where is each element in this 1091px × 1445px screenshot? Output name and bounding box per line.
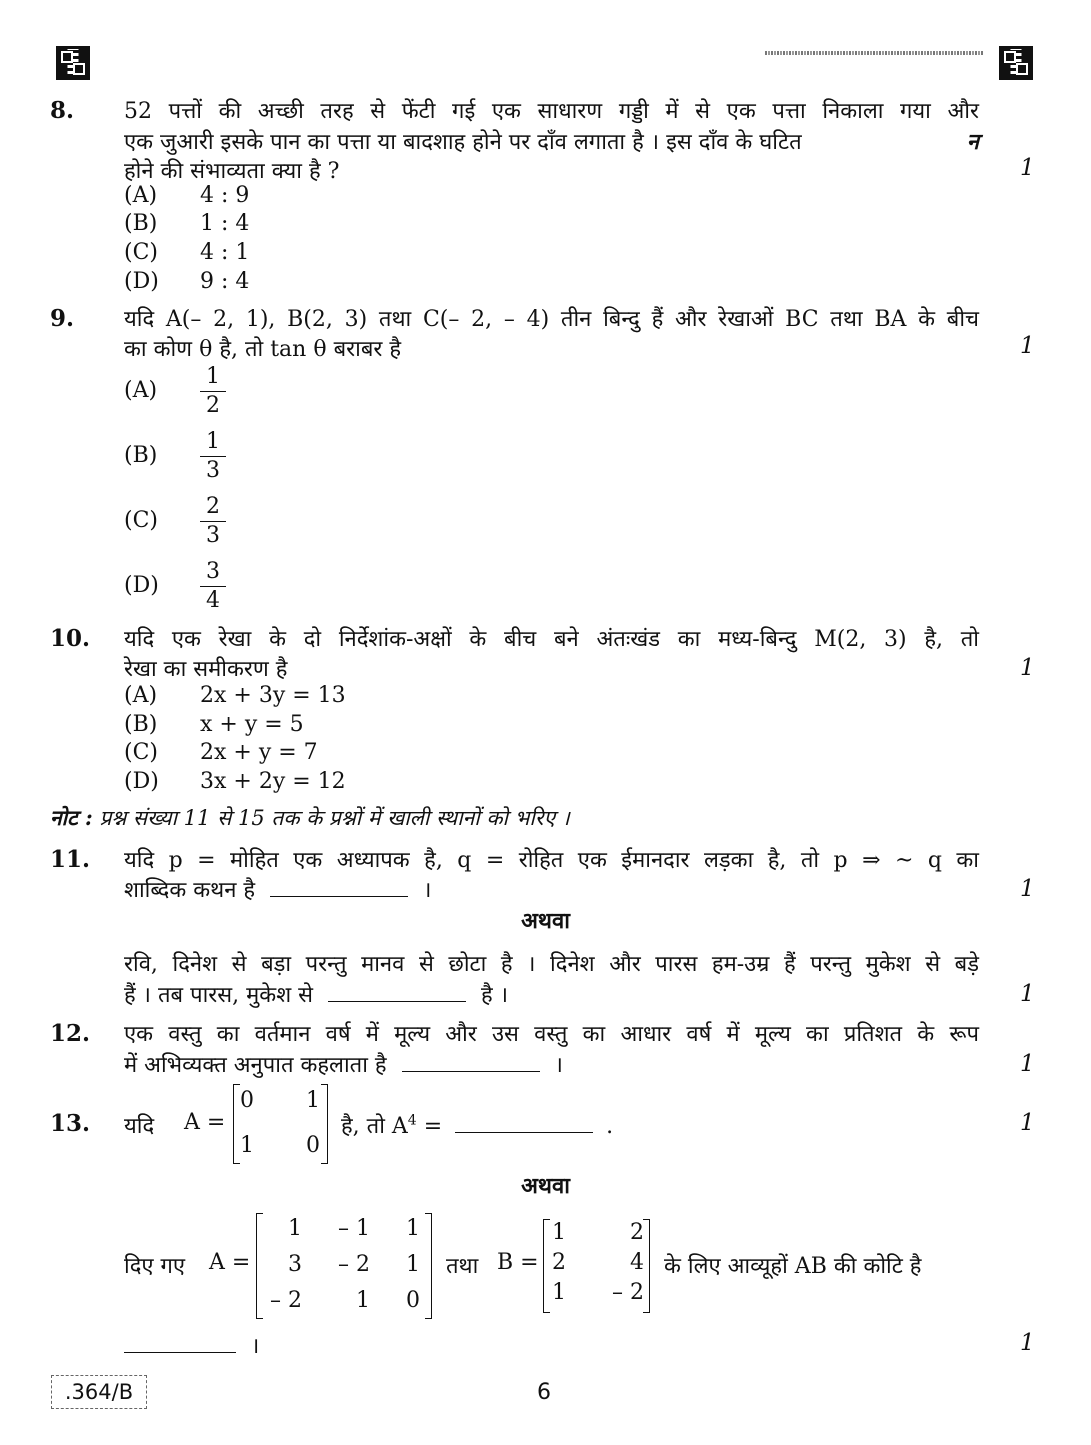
- marks: 1: [1020, 1330, 1035, 1356]
- matrix-cell: 0: [306, 1133, 320, 1158]
- question-text: रेखा का समीकरण है: [124, 657, 288, 682]
- question-text-line: [124, 126, 979, 156]
- question-number: 11.: [50, 846, 91, 873]
- question-text-line: [341, 1110, 613, 1140]
- question-text-end: है ।: [481, 983, 509, 1008]
- matrix-cell: 1: [306, 1088, 320, 1113]
- note: [50, 804, 570, 832]
- question-text-end: ।: [423, 878, 432, 903]
- question-text: तथा: [446, 1254, 479, 1279]
- answer-blank: [328, 1000, 466, 1002]
- answer-blank: [402, 1070, 540, 1072]
- matrix-cell: 0: [240, 1088, 254, 1113]
- option-value: 4 : 1: [200, 240, 250, 265]
- question-text: यदि p = मोहित एक अध्यापक है, q = रोहित एक ईमानदार लड़का है, तो p ⇒ ~ q का: [124, 848, 979, 873]
- matrix-cell: 1: [406, 1216, 420, 1241]
- matrix-cell: 1: [552, 1220, 566, 1245]
- page-number: 6: [537, 1380, 551, 1405]
- fraction-numerator: 3: [200, 558, 226, 587]
- question-text: हैं । तब पारस, मुकेश से: [124, 983, 314, 1008]
- question-number: 13.: [50, 1110, 91, 1137]
- fraction-denominator: 4: [206, 588, 220, 613]
- question-text: दिए गए: [124, 1254, 186, 1279]
- answer-blank: [124, 1351, 236, 1353]
- question-number: 12.: [50, 1020, 91, 1047]
- note-text: प्रश्न संख्या 11 से 15 तक के प्रश्नों में खाली स्थानों को भरिए ।: [99, 806, 570, 830]
- power: 4: [407, 1112, 417, 1129]
- option-label: (A): [124, 183, 158, 208]
- question-text-line: [124, 874, 431, 904]
- question-text: एक वस्तु का वर्तमान वर्ष में मूल्य और उस वस्तु का आधार वर्ष में मूल्य का प्रतिशत के रूप: [124, 1022, 979, 1047]
- fraction-numerator: 1: [200, 428, 226, 457]
- option-value: 2x + 3y = 13: [200, 683, 346, 708]
- option-label: (A): [124, 378, 158, 403]
- option-value: x + y = 5: [200, 712, 304, 737]
- matrix-cell: 1: [552, 1280, 566, 1305]
- matrix-cell: 3: [288, 1252, 302, 1277]
- answer-blank: [270, 895, 408, 897]
- marks: 1: [1020, 655, 1035, 681]
- marks: 1: [1020, 155, 1035, 181]
- matrix-right-bracket: [643, 1219, 650, 1313]
- matrix-cell: 2: [552, 1250, 566, 1275]
- fraction-denominator: 2: [206, 393, 220, 418]
- qr-code-right-icon: [999, 46, 1033, 80]
- question-text: है, तो A: [341, 1114, 408, 1139]
- question-text-end: .: [606, 1114, 614, 1139]
- matrix-cell: – 2: [612, 1280, 644, 1305]
- matrix-b: [552, 1218, 644, 1308]
- question-text: 52 पत्तों की अच्छी तरह से फेंटी गई एक साधारण गड्डी में से एक पत्ता निकाला गया और: [124, 99, 979, 124]
- option-label: (D): [124, 269, 159, 294]
- answer-blank: [455, 1131, 593, 1133]
- matrix-cell: – 2: [270, 1288, 302, 1313]
- option-value: 2x + y = 7: [200, 740, 318, 765]
- header-code-strip: [765, 51, 983, 55]
- question-number: 10.: [50, 625, 91, 652]
- matrix-left-bracket: [543, 1219, 550, 1313]
- matrix-cell: 1: [240, 1133, 254, 1158]
- option-fraction: [200, 363, 226, 420]
- paper-code: .364/B: [51, 1375, 147, 1409]
- option-value: 1 : 4: [200, 211, 250, 236]
- option-fraction: [200, 428, 226, 485]
- marks: 1: [1020, 981, 1035, 1007]
- matrix-cell: – 2: [338, 1252, 370, 1277]
- marks: 1: [1020, 1110, 1035, 1136]
- question-text: शाब्दिक कथन है: [124, 878, 256, 903]
- option-label: (D): [124, 573, 159, 598]
- matrix-cell: 4: [630, 1250, 644, 1275]
- option-label: (C): [124, 740, 158, 765]
- fraction-denominator: 3: [206, 458, 220, 483]
- question-text: होने की संभाव्यता क्या है ?: [124, 159, 340, 184]
- equals: =: [416, 1114, 443, 1139]
- question-number: 8.: [50, 97, 75, 124]
- matrix-label: B =: [497, 1250, 539, 1275]
- or-heading: अथवा: [521, 908, 570, 934]
- question-text: एक जुआरी इसके पान का पत्ता या बादशाह होने पर दाँव लगाता है । इस दाँव के घटित: [124, 130, 802, 155]
- matrix-label: A =: [209, 1250, 251, 1275]
- option-label: (B): [124, 443, 158, 468]
- matrix-a-3x3: [262, 1212, 420, 1317]
- option-fraction: [200, 558, 226, 615]
- matrix-label: A =: [184, 1110, 226, 1135]
- question-text: यदि एक रेखा के दो निर्देशांक-अक्षों के बीच बने अंतःखंड का मध्य-बिन्दु M(2, 3) है, तो: [124, 627, 979, 652]
- option-label: (D): [124, 769, 159, 794]
- option-value: 9 : 4: [200, 269, 250, 294]
- question-text: यदि A(– 2, 1), B(2, 3) तथा C(– 2, – 4) तीन बिन्दु हैं और रेखाओं BC तथा BA के बीच: [124, 307, 979, 332]
- matrix-cell: 1: [356, 1288, 370, 1313]
- matrix-cell: 1: [406, 1252, 420, 1277]
- option-value: 3x + 2y = 12: [200, 769, 346, 794]
- option-value: 4 : 9: [200, 183, 250, 208]
- question-text: यदि: [124, 1114, 155, 1139]
- question-text: का कोण θ है, तो tan θ बराबर है: [124, 337, 402, 362]
- matrix-left-bracket: [233, 1084, 240, 1164]
- or-heading: अथवा: [521, 1173, 570, 1199]
- matrix-cell: 0: [406, 1288, 420, 1313]
- matrix-cell: 2: [630, 1220, 644, 1245]
- question-text: में अभिव्यक्त अनुपात कहलाता है: [124, 1053, 387, 1078]
- qr-code-left-icon: [56, 46, 90, 80]
- fraction-numerator: 1: [200, 363, 226, 392]
- question-text-line: [124, 1330, 259, 1360]
- question-text: रवि, दिनेश से बड़ा परन्तु मानव से छोटा है । दिनेश और पारस हम-उम्र हैं परन्तु मुकेश से बड़े: [124, 952, 979, 977]
- matrix-right-bracket: [425, 1213, 432, 1319]
- option-fraction: [200, 493, 226, 550]
- matrix-right-bracket: [321, 1084, 328, 1164]
- matrix-cell: – 1: [338, 1216, 370, 1241]
- question-text-end: ।: [251, 1334, 260, 1359]
- note-prefix: नोट :: [50, 805, 93, 830]
- marks: 1: [1020, 876, 1035, 902]
- option-label: (B): [124, 712, 158, 737]
- fraction-numerator: 2: [200, 493, 226, 522]
- option-label: (C): [124, 240, 158, 265]
- option-label: (C): [124, 508, 158, 533]
- matrix-a: [240, 1084, 320, 1162]
- question-number: 9.: [50, 305, 75, 332]
- question-text-line: [124, 979, 508, 1009]
- question-emphasis: न: [966, 129, 979, 155]
- question-text-line: [124, 1049, 563, 1079]
- matrix-cell: 1: [288, 1216, 302, 1241]
- marks: 1: [1020, 1051, 1035, 1077]
- question-text: के लिए आव्यूहों AB की कोटि है: [664, 1254, 922, 1279]
- question-text-end: ।: [554, 1053, 563, 1078]
- option-label: (B): [124, 211, 158, 236]
- marks: 1: [1020, 333, 1035, 359]
- fraction-denominator: 3: [206, 523, 220, 548]
- option-label: (A): [124, 683, 158, 708]
